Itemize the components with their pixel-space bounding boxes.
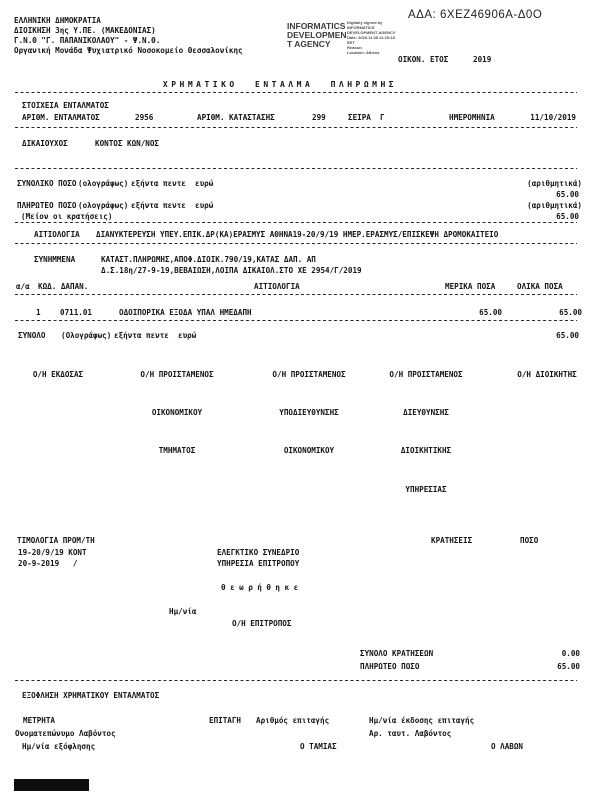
justification-text: ΔΙΑΝΥΚΤΕΡΕΥΣΗ ΥΠΕΥ.ΕΠΙΚ.ΔΡ(ΚΑ)ΕΡΑΣΜΥΣ ΑΘΗΝΑ19-20/9/19 ΗΜΕΡ.ΕΡΑΣΜΥΣ/ΕΠΙΣΚΕΨΗ ΔΡΟΜΟΚΑΙΤΕΙΟ: [96, 230, 499, 239]
cash-label: ΜΕΤΡΗΤΑ: [23, 716, 56, 725]
total-amount-words: εξήντα πεντε ευρώ: [131, 179, 214, 188]
signature-line: Ο/Η ΕΚΔΟΣΑΣ: [32, 369, 84, 379]
col-header-reason: ΑΙΤΙΟΛΟΓΙΑ: [254, 282, 300, 291]
audit-payable-value: 65.00: [557, 662, 580, 671]
fiscal-year-value: 2019: [473, 55, 492, 64]
attachments-line-1: ΚΑΤΑΣΤ.ΠΛΗΡΩΜΗΣ,ΑΠΟΦ.ΔΙΟΙΚ.790/19,ΚΑΤΑΣ ΔΑΠ. ΑΠ: [101, 255, 316, 264]
signature-col-finance-subdivision-head: [249, 343, 369, 484]
recipient-name-label: Ονοματεπώνυμο Λαβόντος: [15, 729, 116, 738]
statement-number-label: ΑΡΙΘΜ. ΚΑΤΑΣΤΑΣΗΣ: [197, 113, 275, 122]
page-title: ΧΡΗΜΑΤΙΚΟ ΕΝΤΑΛΜΑ ΠΛΗΡΩΜΗΣ: [162, 80, 398, 89]
dashed-separator: [15, 680, 577, 681]
digital-signature-line-4: Date: 2019.11.08 11:19:18: [347, 35, 395, 40]
date-value: 11/10/2019: [530, 113, 576, 122]
supplier-invoices-label: ΤΙΜΟΛΟΓΙΑ ΠΡΟΜ/ΤΗ: [17, 536, 95, 545]
signature-col-admin-division-head: [366, 343, 486, 522]
dashed-separator: [15, 222, 577, 223]
signature-line: ΥΠΗΡΕΣΙΑΣ: [405, 484, 447, 494]
cashier-label: Ο ΤΑΜΙΑΣ: [300, 742, 337, 751]
cheque-label: ΕΠΙΤΑΓΗ: [209, 716, 242, 725]
date-label: ΗΜΕΡΟΜΗΝΙΑ: [449, 113, 495, 122]
table-sum-value: 65.00: [556, 331, 579, 340]
col-header-partial: ΜΕΡΙΚΑ ΠΟΣΑ: [445, 282, 496, 291]
audit-court-line-1: ΕΛΕΓΚΤΙΚΟ ΣΥΝΕΔΡΙΟ: [217, 548, 300, 557]
signature-line: ΟΙΚΟΝΟΜΙΚΟΥ: [283, 446, 335, 456]
ada-label: ΑΔΑ:: [408, 9, 437, 21]
statement-number-value: 299: [312, 113, 326, 122]
signature-line: Ο/Η ΠΡΟΙΣΤΑΜΕΝΟΣ: [140, 369, 214, 379]
entalma-number-value: 2956: [135, 113, 154, 122]
org-line-2: ΔΙΟΙΚΗΣΗ 3ης Υ.ΠΕ. (ΜΑΚΕΔΟΝΙΑΣ): [14, 26, 156, 35]
col-header-code: ΚΩΔ. ΔΑΠΑΝ.: [38, 282, 89, 291]
payoff-date-label: Ημ/νία εξόφλησης: [22, 742, 96, 751]
entalma-number-label: ΑΡΙΘΜ. ΕΝΤΑΛΜΑΤΟΣ: [22, 113, 100, 122]
cheque-issue-date-label: Ημ/νία έκδοσης επιταγής: [369, 716, 475, 725]
total-deductions-label: ΣΥΝΟΛΟ ΚΡΑΤΗΣΕΩΝ: [360, 649, 434, 658]
numeric-label: (αριθμητικά): [527, 179, 582, 188]
beneficiary-value: ΚΟΝΤΟΣ ΚΩΝ/ΝΟΣ: [95, 139, 160, 148]
audit-date-label: Ημ/νία: [169, 607, 197, 616]
in-words-label: (ολογράφως): [78, 201, 129, 210]
dashed-separator: [15, 92, 577, 93]
invoice-line-2: 20-9-2019 /: [18, 559, 78, 568]
table-sum-words: εξήντα πεντε ευρώ: [114, 331, 197, 340]
dashed-separator: [15, 294, 577, 295]
digital-signature-line-1: Digitally signed by: [347, 20, 383, 25]
numeric-label: (αριθμητικά): [527, 201, 582, 210]
payable-amount-label: ΠΛΗΡΩΤΕΟ ΠΟΣΟ: [17, 201, 77, 210]
section-payment-title: ΕΞΟΦΛΗΣΗ ΧΡΗΜΑΤΙΚΟΥ ΕΝΤΑΛΜΑΤΟΣ: [22, 691, 160, 700]
col-header-total: ΟΛΙΚΑ ΠΟΣΑ: [517, 282, 563, 291]
approved-text: θεωρήθηκε: [221, 583, 303, 592]
row-partial-amount: 65.00: [479, 308, 502, 317]
signature-col-finance-dept-head: [117, 343, 237, 484]
digital-signature-line-6: Reason:: [347, 45, 363, 50]
diavgeia-stamp-agency-line-1: INFORMATICS: [287, 21, 346, 31]
beneficiary-label: ΔΙΚΑΙΟΥΧΟΣ: [22, 139, 68, 148]
attachments-label: ΣΥΝΗΜΜΕΝΑ: [34, 255, 76, 264]
diavgeia-stamp-agency-line-2: DEVELOPMEN: [287, 30, 347, 40]
row-reason: ΟΔΟΙΠΟΡΙΚΑ ΕΞΟΔΑ ΥΠΑΛ ΗΜΕΔΑΠΗ: [119, 308, 252, 317]
signature-line: ΤΜΗΜΑΤΟΣ: [158, 446, 196, 456]
attachments-line-2: Δ.Σ.18η/27-9-19,ΒΕΒΑΙΩΣΗ,ΛΟΙΠΑ ΔΙΚΑΙΟΛ.ΣΤΟ ΧΕ 2954/Γ/2019: [101, 266, 362, 275]
cheque-number-label: Αριθμός επιταγής: [256, 716, 330, 725]
digital-signature-line-2: INFORMATICS: [347, 25, 375, 30]
audit-court-line-2: ΥΠΗΡΕΣΙΑ ΕΠΙΤΡΟΠΟΥ: [217, 559, 300, 568]
justification-label: ΑΙΤΙΟΛΟΓΙΑ: [34, 230, 80, 239]
invoice-line-1: 19-20/9/19 ΚΟΝΤ: [18, 548, 87, 557]
commissioner-label: Ο/Η ΕΠΙΤΡΟΠΟΣ: [232, 619, 292, 628]
black-mark: [14, 779, 89, 791]
total-amount-label: ΣΥΝΟΛΙΚΟ ΠΟΣΟ: [17, 179, 77, 188]
dashed-separator: [15, 320, 577, 321]
signature-line: Ο/Η ΠΡΟΙΣΤΑΜΕΝΟΣ: [272, 369, 346, 379]
minus-deductions-label: (Μείον οι κρατήσεις): [21, 212, 113, 221]
signature-line: Ο/Η ΠΡΟΙΣΤΑΜΕΝΟΣ: [389, 369, 463, 379]
dashed-separator: [15, 127, 577, 128]
dashed-separator: [15, 168, 577, 169]
recipient-id-label: Αρ. ταυτ. Λαβόντος: [369, 729, 452, 738]
row-expense-code: 0711.01: [60, 308, 93, 317]
table-sum-label: ΣΥΝΟΛΟ: [18, 331, 46, 340]
org-line-4: Οργανική Μονάδα Ψυχιατρικό Νοσοκομείο Θεσσαλονίκης: [14, 46, 243, 55]
payable-amount-words: εξήντα πεντε ευρώ: [131, 201, 214, 210]
total-deductions-value: 0.00: [561, 649, 580, 658]
signature-line: ΟΙΚΟΝΟΜΙΚΟΥ: [151, 407, 203, 417]
in-words-label: (ολογράφως): [78, 179, 129, 188]
diavgeia-stamp-agency-line-3: T AGENCY: [287, 39, 331, 49]
org-line-1: ΕΛΛΗΝΙΚΗ ΔΗΜΟΚΡΑΤΙΑ: [14, 16, 101, 25]
series-value: Γ: [380, 113, 385, 122]
payable-amount-value: 65.00: [556, 212, 579, 221]
row-index: 1: [36, 308, 41, 317]
total-amount-value: 65.00: [556, 190, 579, 199]
col-header-index: α/α: [16, 282, 30, 291]
amount-column-label: ΠΟΣΟ: [520, 536, 539, 545]
signature-line: ΔΙΕΥΘΥΝΣΗΣ: [403, 407, 449, 417]
digital-signature-line-3: DEVELOPMENT AGENCY: [347, 30, 396, 35]
signature-line: Ο/Η ΔΙΟΙΚΗΤΗΣ: [517, 369, 577, 379]
digital-signature-line-7: Location: Athens: [347, 50, 380, 55]
audit-payable-label: ΠΛΗΡΩΤΕΟ ΠΟΣΟ: [360, 662, 420, 671]
recipient-label: Ο ΛΑΒΩΝ: [491, 742, 524, 751]
series-label: ΣΕΙΡΑ: [348, 113, 371, 122]
signature-col-governor: [487, 343, 607, 407]
fiscal-year-label: ΟΙΚΟΝ. ΕΤΟΣ: [398, 55, 449, 64]
deductions-label: ΚΡΑΤΗΣΕΙΣ: [431, 536, 473, 545]
section-entalma-title: ΣΤΟΙΧΕΙΑ ΕΝΤΑΛΜΑΤΟΣ: [22, 101, 109, 110]
row-total-amount: 65.00: [559, 308, 582, 317]
signature-col-issuer: [8, 343, 108, 407]
table-sum-words-label: (Ολογράφως): [61, 331, 112, 340]
digital-signature-line-5: EET: [347, 40, 355, 45]
dashed-separator: [15, 243, 577, 244]
signature-line: ΥΠΟΔΙΕΥΘΥΝΣΗΣ: [279, 407, 339, 417]
signature-line: ΔΙΟΙΚΗΤΙΚΗΣ: [400, 446, 452, 456]
ada-value: 6ΧΕΖ46906Α-Δ0Ο: [440, 9, 543, 21]
org-line-3: Γ.Ν.Θ "Γ. ΠΑΠΑΝΙΚΟΛΑΟΥ" - Ψ.Ν.Θ.: [14, 36, 161, 45]
